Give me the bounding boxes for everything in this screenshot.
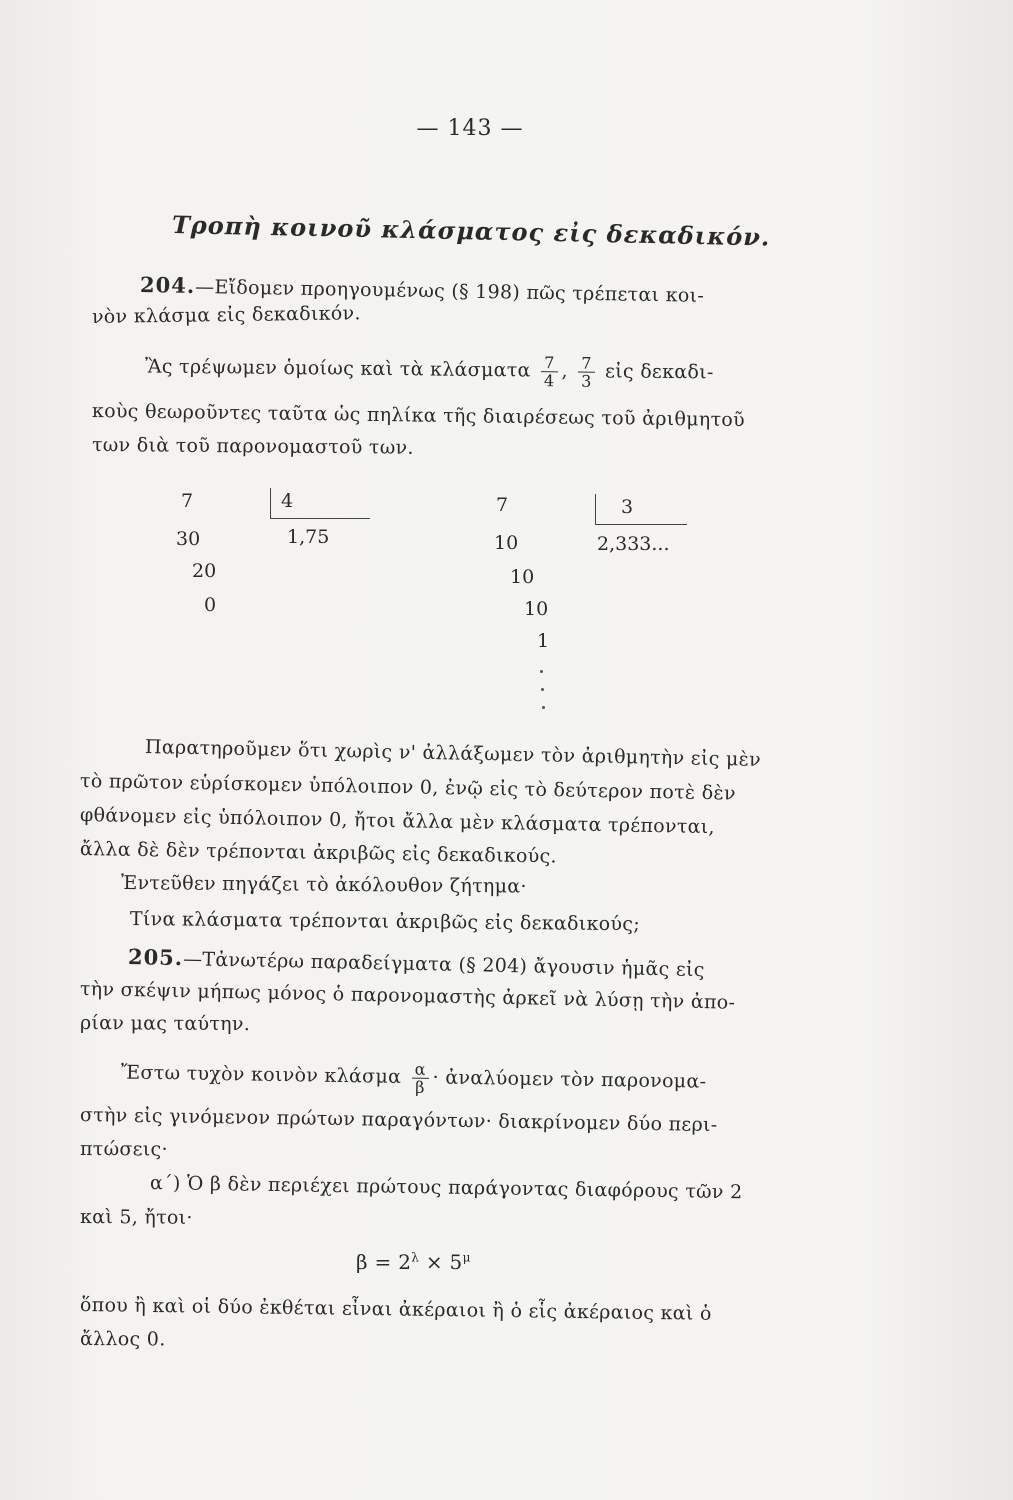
obs-line6: Τίνα κλάσματα τρέπονται ἀκριβῶς εἰς δεκαδικούς; — [129, 908, 641, 936]
obs-line4: ἄλλα δὲ δὲν τρέπονται ἀκριβῶς εἰς δεκαδικούς. — [79, 838, 558, 868]
division2-step: 10 — [524, 598, 549, 620]
final-line1: ὅπου ἢ καὶ οἱ δύο ἐκθέται εἶναι ἀκέραιοι ἢ ὁ εἷς ἀκέραιος καὶ ὁ — [79, 1294, 712, 1325]
formula-exponent-lambda: λ — [411, 1250, 420, 1265]
division1-step: 0 — [204, 594, 217, 616]
obs-line5: Ἐντεῦθεν πηγάζει τὸ ἀκόλουθον ζήτημα· — [120, 872, 527, 898]
fraction-comma: , — [561, 359, 569, 382]
sec204-number: 204. — [139, 272, 196, 298]
case-a-line1: α΄) Ὁ β δὲν περιέχει πρώτους παράγοντας διαφόρους τῶν 2 — [149, 1172, 743, 1204]
division2-dividend: 7 — [496, 494, 509, 516]
division1-vertical-bar — [270, 488, 271, 518]
sec204-line2: νὸν κλάσμα εἰς δεκαδικόν. — [91, 302, 361, 328]
division1-horizontal-bar — [270, 518, 370, 519]
fraction-7-3: $\frac{7}{3}$ — [578, 355, 595, 390]
section-title: Τροπὴ κοινοῦ κλάσματος εἰς δεκαδικόν. — [171, 210, 771, 252]
case-a-line2: καὶ 5, ἤτοι· — [79, 1206, 193, 1229]
division1-dividend: 7 — [181, 490, 194, 512]
formula-exponent-mu: μ — [462, 1250, 471, 1265]
division2-vertical-bar — [595, 494, 596, 524]
division1-step: 20 — [192, 560, 217, 582]
page-number: — 143 — — [416, 116, 524, 141]
sec205-line5: στὴν εἰς γινόμενον πρώτων παραγόντων· διακρίνομεν δύο περι- — [79, 1104, 718, 1137]
division2-divisor: 3 — [621, 496, 634, 518]
formula — [356, 1250, 471, 1274]
sec205-line3: ρίαν μας ταύτην. — [79, 1012, 251, 1036]
continuation-dot — [540, 670, 543, 673]
sec204-line1 — [140, 272, 705, 307]
sec205-number: 205. — [127, 944, 184, 971]
obs-line2: τὸ πρῶτον εὑρίσκομεν ὑπόλοιπον 0, ἐνῷ εἰς τὸ δεύτερον ποτὲ δὲν — [79, 770, 737, 805]
continuation-dot — [541, 688, 544, 691]
continuation-dot — [542, 706, 545, 709]
sec205-line2: τὴν σκέψιν μήπως μόνος ὁ παρονομαστὴς ἀρκεῖ νὰ λύσῃ τὴν ἀπο- — [79, 978, 736, 1014]
fraction-alpha-beta: $\frac{\alpha}{\beta}$ — [411, 1061, 429, 1096]
division2-step: 10 — [510, 566, 535, 588]
division2-step: 1 — [537, 630, 550, 652]
obs-line1: Παρατηροῦμεν ὅτι χωρὶς ν' ἀλλάξωμεν τὸν ἀριθμητὴν εἰς μὲν — [144, 736, 762, 771]
sec205-line4a: Ἔστω τυχὸν κοινὸν κλάσμα — [120, 1061, 402, 1088]
sec205-line1 — [128, 944, 705, 981]
sec205-text1: —Τἀνωτέρω παραδείγματα (§ 204) ἄγουσιν ἡμᾶς εἰς — [182, 948, 705, 982]
division1-quotient: 1,75 — [287, 526, 330, 548]
division1-step: 30 — [176, 528, 201, 550]
sec204-line3a: Ἂς τρέψωμεν ὁμοίως καὶ τὰ κλάσματα — [144, 355, 531, 382]
division1-divisor: 4 — [281, 490, 294, 512]
sec204-line3b: εἰς δεκαδι- — [604, 360, 714, 384]
sec205-line4b: · ἀναλύομεν τὸν παρονομα- — [432, 1066, 707, 1093]
sec205-line4 — [121, 1056, 707, 1100]
formula-mid: × 5 — [419, 1250, 463, 1274]
sec204-line3 — [145, 350, 714, 391]
formula-left: β = 2 — [356, 1250, 412, 1274]
fraction-7-4: $\frac{7}{4}$ — [541, 354, 558, 389]
sec205-line6: πτώσεις· — [79, 1138, 168, 1161]
final-line2: ἄλλος 0. — [79, 1328, 166, 1351]
division2-step: 10 — [494, 532, 519, 554]
sec204-text1: —Εἴδομεν προηγουμένως (§ 198) πῶς τρέπεται κοι- — [194, 275, 705, 307]
obs-line3: φθάνομεν εἰς ὑπόλοιπον 0, ἤτοι ἄλλα μὲν κλάσματα τρέπονται, — [79, 804, 716, 839]
sec204-line5: των διὰ τοῦ παρονομαστοῦ των. — [91, 434, 414, 459]
sec204-line4: κοὺς θεωροῦντες ταῦτα ὡς πηλίκα τῆς διαιρέσεως τοῦ ἀριθμητοῦ — [91, 400, 746, 432]
division2-quotient: 2,333... — [597, 533, 670, 555]
division2-horizontal-bar — [595, 524, 687, 525]
